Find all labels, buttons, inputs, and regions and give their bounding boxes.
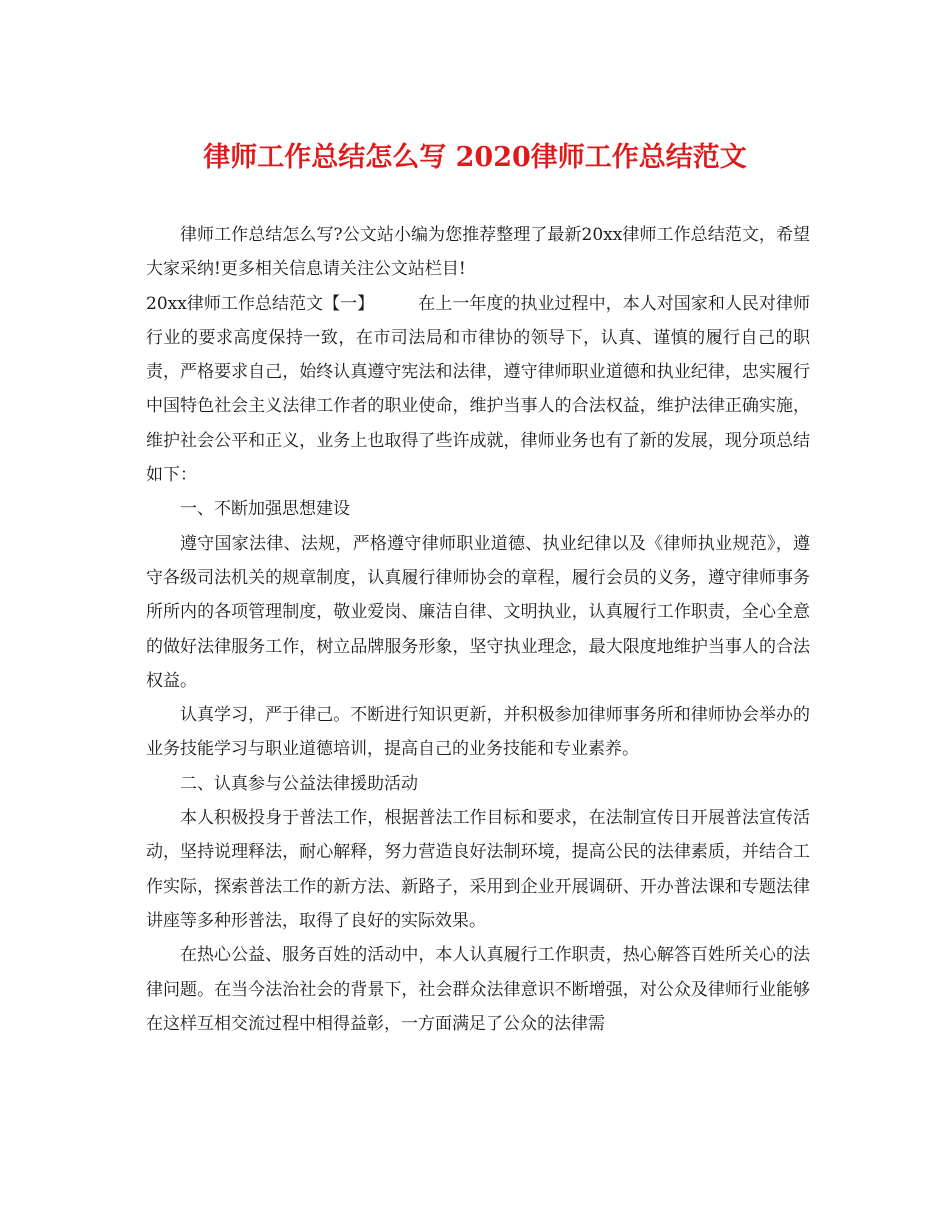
section1-paragraph-2: 认真学习，严于律己。不断进行知识更新，并积极参加律师事务所和律师协会举办的业务技能学习与职业道德培训，提高自己的业务技能和专业素养。 <box>146 705 810 760</box>
intro-paragraph: 律师工作总结怎么写?公文站小编为您推荐整理了最新20xx律师工作总结范文，希望大家采纳!更多相关信息请关注公文站栏目! <box>146 225 810 280</box>
document-body <box>146 218 810 1041</box>
section2-paragraph-2: 在热心公益、服务百姓的活动中，本人认真履行工作职责，热心解答百姓所关心的法律问题。在当今法治社会的背景下，社会群众法律意识不断增强，对公众及律师行业能够在这样互相交流过程中相得益彰，一方面满足了公众的法律需 <box>146 945 810 1034</box>
section1-paragraph-1: 遵守国家法律、法规，严格遵守律师职业道德、执业纪律以及《律师执业规范》，遵守各级司法机关的规章制度，认真履行律师协会的章程，履行会员的义务，遵守律师事务所所内的各项管理制度，敬业爱岗、廉洁自律、文明执业，认真履行工作职责，全心全意的做好法律服务工作，树立品牌服务形象，坚守执业理念，最大限度地维护当事人的合法权益。 <box>146 533 810 691</box>
document-title: 律师工作总结怎么写 2020律师工作总结范文 <box>203 142 747 173</box>
section-heading-1: 一、不断加强思想建设 <box>180 499 350 520</box>
section-heading-2: 二、认真参与公益法律援助活动 <box>180 773 418 794</box>
sample-heading: 20xx律师工作总结范文【一】 <box>146 293 375 314</box>
sample-opening: 在上一年度的执业过程中，本人对国家和人民对律师行业的要求高度保持一致，在市司法局和市律协的领导下，认真、谨慎的履行自己的职责，严格要求自己，始终认真遵守宪法和法律，遵守律师职业道德和执业纪律，忠实履行中国特色社会主义法律工作者的职业使命，维护当事人的合法权益，维护法律正确实施，维护社会公平和正义，业务上也取得了些许成就，律师业务也有了新的发展，现分项总结如下： <box>146 293 810 486</box>
sample-paragraph <box>146 287 810 493</box>
section2-paragraph-1: 本人积极投身于普法工作，根据普法工作目标和要求，在法制宣传日开展普法宣传活动，坚持说理释法，耐心解释，努力营造良好法制环境，提高公民的法律素质，并结合工作实际，探索普法工作的新方法、新路子，采用到企业开展调研、开办普法课和专题法律讲座等多种形普法，取得了良好的实际效果。 <box>146 808 810 931</box>
